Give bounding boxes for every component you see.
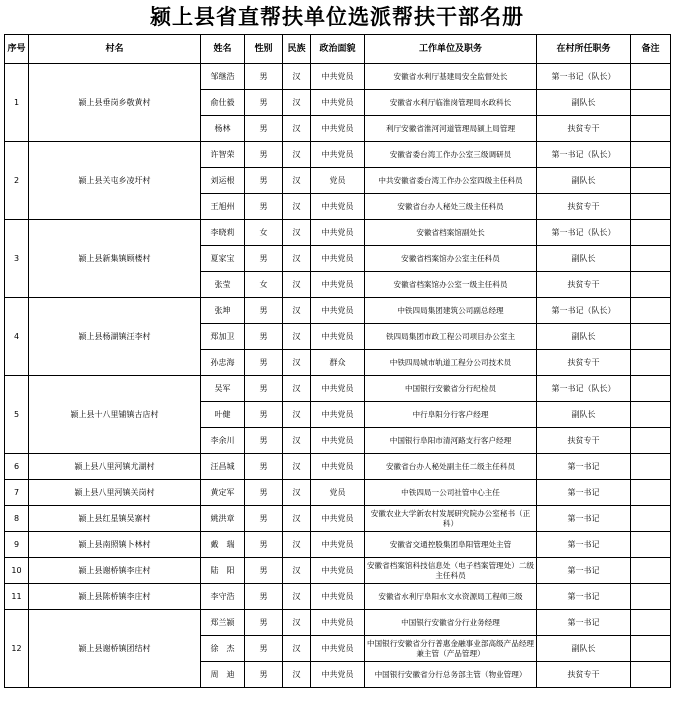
header-cell: 序号 bbox=[5, 35, 29, 64]
unit-cell: 安徽省档案馆科技信息处（电子档案管理处）二级主任科员 bbox=[365, 558, 537, 584]
ethnic-cell: 汉 bbox=[283, 298, 311, 324]
note-cell bbox=[631, 662, 671, 688]
row-number-cell: 1 bbox=[5, 64, 29, 142]
header-cell: 在村所任职务 bbox=[537, 35, 631, 64]
unit-cell: 利厅安徽省淮河河道管理局颍上局管理 bbox=[365, 116, 537, 142]
ethnic-cell: 汉 bbox=[283, 584, 311, 610]
gender-cell: 男 bbox=[245, 168, 283, 194]
gender-cell: 男 bbox=[245, 480, 283, 506]
note-cell bbox=[631, 376, 671, 402]
note-cell bbox=[631, 454, 671, 480]
political-cell: 中共党员 bbox=[311, 142, 365, 168]
political-cell: 中共党员 bbox=[311, 558, 365, 584]
name-cell: 陆 阳 bbox=[201, 558, 245, 584]
name-cell: 戴 瑞 bbox=[201, 532, 245, 558]
unit-cell: 安徽省档案馆办公室一级主任科员 bbox=[365, 272, 537, 298]
cadre-table bbox=[4, 34, 671, 688]
ethnic-cell: 汉 bbox=[283, 506, 311, 532]
unit-cell: 铁四局集团市政工程公司项目办公室主 bbox=[365, 324, 537, 350]
ethnic-cell: 汉 bbox=[283, 350, 311, 376]
row-number-cell: 8 bbox=[5, 506, 29, 532]
note-cell bbox=[631, 116, 671, 142]
gender-cell: 男 bbox=[245, 194, 283, 220]
ethnic-cell: 汉 bbox=[283, 246, 311, 272]
post-cell: 扶贫专干 bbox=[537, 662, 631, 688]
ethnic-cell: 汉 bbox=[283, 428, 311, 454]
note-cell bbox=[631, 636, 671, 662]
name-cell: 夏家宝 bbox=[201, 246, 245, 272]
ethnic-cell: 汉 bbox=[283, 636, 311, 662]
name-cell: 叶健 bbox=[201, 402, 245, 428]
unit-cell: 安徽省档案馆副处长 bbox=[365, 220, 537, 246]
post-cell: 第一书记 bbox=[537, 584, 631, 610]
village-cell: 颍上县红星镇吴寨村 bbox=[29, 506, 201, 532]
political-cell: 中共党员 bbox=[311, 64, 365, 90]
note-cell bbox=[631, 90, 671, 116]
political-cell: 中共党员 bbox=[311, 194, 365, 220]
political-cell: 中共党员 bbox=[311, 272, 365, 298]
note-cell bbox=[631, 246, 671, 272]
ethnic-cell: 汉 bbox=[283, 480, 311, 506]
unit-cell: 安徽省委台湾工作办公室三级调研员 bbox=[365, 142, 537, 168]
post-cell: 扶贫专干 bbox=[537, 350, 631, 376]
post-cell: 第一书记（队长） bbox=[537, 142, 631, 168]
gender-cell: 男 bbox=[245, 324, 283, 350]
ethnic-cell: 汉 bbox=[283, 116, 311, 142]
unit-cell: 安徽省交通控股集团阜阳管理处主管 bbox=[365, 532, 537, 558]
village-cell: 颍上县十八里铺镇古店村 bbox=[29, 376, 201, 454]
village-cell: 颍上县关屯乡凌圩村 bbox=[29, 142, 201, 220]
note-cell bbox=[631, 168, 671, 194]
political-cell: 中共党员 bbox=[311, 376, 365, 402]
table-row bbox=[5, 558, 671, 584]
post-cell: 副队长 bbox=[537, 246, 631, 272]
table-row bbox=[5, 532, 671, 558]
unit-cell: 安徽省档案馆办公室主任科员 bbox=[365, 246, 537, 272]
name-cell: 李守浩 bbox=[201, 584, 245, 610]
table-row bbox=[5, 506, 671, 532]
row-number-cell: 3 bbox=[5, 220, 29, 298]
post-cell: 副队长 bbox=[537, 402, 631, 428]
post-cell: 副队长 bbox=[537, 636, 631, 662]
note-cell bbox=[631, 272, 671, 298]
note-cell bbox=[631, 532, 671, 558]
table-row bbox=[5, 142, 671, 168]
ethnic-cell: 汉 bbox=[283, 532, 311, 558]
post-cell: 第一书记（队长） bbox=[537, 298, 631, 324]
ethnic-cell: 汉 bbox=[283, 402, 311, 428]
gender-cell: 男 bbox=[245, 142, 283, 168]
political-cell: 中共党员 bbox=[311, 246, 365, 272]
political-cell: 党员 bbox=[311, 480, 365, 506]
ethnic-cell: 汉 bbox=[283, 90, 311, 116]
header-cell: 姓名 bbox=[201, 35, 245, 64]
header-cell: 性别 bbox=[245, 35, 283, 64]
village-cell: 颍上县八里河镇关岗村 bbox=[29, 480, 201, 506]
village-cell: 颍上县八里河镇尤湖村 bbox=[29, 454, 201, 480]
political-cell: 党员 bbox=[311, 168, 365, 194]
village-cell: 颍上县谢桥镇团结村 bbox=[29, 610, 201, 688]
unit-cell: 安徽省水利厅基建局安全监督处长 bbox=[365, 64, 537, 90]
ethnic-cell: 汉 bbox=[283, 64, 311, 90]
gender-cell: 男 bbox=[245, 506, 283, 532]
post-cell: 扶贫专干 bbox=[537, 116, 631, 142]
name-cell: 郑兰颍 bbox=[201, 610, 245, 636]
note-cell bbox=[631, 220, 671, 246]
post-cell: 副队长 bbox=[537, 90, 631, 116]
village-cell: 颍上县陈桥镇李庄村 bbox=[29, 584, 201, 610]
ethnic-cell: 汉 bbox=[283, 220, 311, 246]
gender-cell: 男 bbox=[245, 298, 283, 324]
row-number-cell: 5 bbox=[5, 376, 29, 454]
row-number-cell: 9 bbox=[5, 532, 29, 558]
unit-cell: 安徽省水利厅临淮岗管理局水政科长 bbox=[365, 90, 537, 116]
row-number-cell: 11 bbox=[5, 584, 29, 610]
unit-cell: 中国银行安徽省分行总务部主管（物业管理） bbox=[365, 662, 537, 688]
ethnic-cell: 汉 bbox=[283, 558, 311, 584]
political-cell: 中共党员 bbox=[311, 662, 365, 688]
table-row bbox=[5, 610, 671, 636]
unit-cell: 中国银行安徽省分行纪检员 bbox=[365, 376, 537, 402]
political-cell: 群众 bbox=[311, 350, 365, 376]
ethnic-cell: 汉 bbox=[283, 454, 311, 480]
gender-cell: 男 bbox=[245, 584, 283, 610]
header-row bbox=[5, 35, 671, 64]
gender-cell: 男 bbox=[245, 246, 283, 272]
ethnic-cell: 汉 bbox=[283, 610, 311, 636]
unit-cell: 中铁四局一公司社管中心主任 bbox=[365, 480, 537, 506]
post-cell: 第一书记 bbox=[537, 454, 631, 480]
unit-cell: 安徽省台办人秘处三级主任科员 bbox=[365, 194, 537, 220]
village-cell: 颍上县谢桥镇李庄村 bbox=[29, 558, 201, 584]
political-cell: 中共党员 bbox=[311, 454, 365, 480]
gender-cell: 男 bbox=[245, 662, 283, 688]
name-cell: 郑加卫 bbox=[201, 324, 245, 350]
gender-cell: 男 bbox=[245, 116, 283, 142]
political-cell: 中共党员 bbox=[311, 636, 365, 662]
table-row bbox=[5, 220, 671, 246]
name-cell: 刘运根 bbox=[201, 168, 245, 194]
note-cell bbox=[631, 584, 671, 610]
table-row bbox=[5, 298, 671, 324]
unit-cell: 中国银行阜阳市清河路支行客户经理 bbox=[365, 428, 537, 454]
name-cell: 张莹 bbox=[201, 272, 245, 298]
gender-cell: 男 bbox=[245, 454, 283, 480]
gender-cell: 男 bbox=[245, 558, 283, 584]
gender-cell: 男 bbox=[245, 376, 283, 402]
note-cell bbox=[631, 558, 671, 584]
name-cell: 张坤 bbox=[201, 298, 245, 324]
ethnic-cell: 汉 bbox=[283, 142, 311, 168]
post-cell: 第一书记（队长） bbox=[537, 64, 631, 90]
village-cell: 颍上县杨湖镇汪李村 bbox=[29, 298, 201, 376]
gender-cell: 男 bbox=[245, 64, 283, 90]
unit-cell: 中铁四局城市轨道工程分公司技术员 bbox=[365, 350, 537, 376]
header-cell: 村名 bbox=[29, 35, 201, 64]
note-cell bbox=[631, 480, 671, 506]
name-cell: 黄定军 bbox=[201, 480, 245, 506]
page-title: 颍上县省直帮扶单位选派帮扶干部名册 bbox=[150, 5, 524, 29]
political-cell: 中共党员 bbox=[311, 402, 365, 428]
unit-cell: 安徽省水利厅阜阳水文水资源局工程师三级 bbox=[365, 584, 537, 610]
unit-cell: 中铁四局集团建筑公司副总经理 bbox=[365, 298, 537, 324]
unit-cell: 安徽省台办人秘处副主任二级主任科员 bbox=[365, 454, 537, 480]
post-cell: 第一书记（队长） bbox=[537, 376, 631, 402]
header-cell: 民族 bbox=[283, 35, 311, 64]
post-cell: 第一书记（队长） bbox=[537, 220, 631, 246]
note-cell bbox=[631, 428, 671, 454]
ethnic-cell: 汉 bbox=[283, 324, 311, 350]
political-cell: 中共党员 bbox=[311, 90, 365, 116]
name-cell: 姚洪章 bbox=[201, 506, 245, 532]
post-cell: 扶贫专干 bbox=[537, 428, 631, 454]
note-cell bbox=[631, 64, 671, 90]
table-body bbox=[5, 64, 671, 688]
table-row bbox=[5, 480, 671, 506]
post-cell: 第一书记 bbox=[537, 610, 631, 636]
note-cell bbox=[631, 324, 671, 350]
name-cell: 李晓莉 bbox=[201, 220, 245, 246]
name-cell: 徐 杰 bbox=[201, 636, 245, 662]
post-cell: 第一书记 bbox=[537, 480, 631, 506]
unit-cell: 安徽农业大学新农村发展研究院办公室秘书（正科） bbox=[365, 506, 537, 532]
post-cell: 第一书记 bbox=[537, 558, 631, 584]
ethnic-cell: 汉 bbox=[283, 194, 311, 220]
post-cell: 第一书记 bbox=[537, 532, 631, 558]
ethnic-cell: 汉 bbox=[283, 272, 311, 298]
name-cell: 孙忠海 bbox=[201, 350, 245, 376]
name-cell: 吴军 bbox=[201, 376, 245, 402]
post-cell: 副队长 bbox=[537, 324, 631, 350]
unit-cell: 中行阜阳分行客户经理 bbox=[365, 402, 537, 428]
note-cell bbox=[631, 298, 671, 324]
political-cell: 中共党员 bbox=[311, 220, 365, 246]
village-cell: 颍上县新集镇顾楼村 bbox=[29, 220, 201, 298]
header-cell: 工作单位及职务 bbox=[365, 35, 537, 64]
note-cell bbox=[631, 506, 671, 532]
political-cell: 中共党员 bbox=[311, 116, 365, 142]
name-cell: 邹继浩 bbox=[201, 64, 245, 90]
political-cell: 中共党员 bbox=[311, 506, 365, 532]
table-row bbox=[5, 454, 671, 480]
gender-cell: 男 bbox=[245, 636, 283, 662]
gender-cell: 男 bbox=[245, 532, 283, 558]
political-cell: 中共党员 bbox=[311, 428, 365, 454]
unit-cell: 中共安徽省委台湾工作办公室四级主任科员 bbox=[365, 168, 537, 194]
gender-cell: 女 bbox=[245, 220, 283, 246]
post-cell: 第一书记 bbox=[537, 506, 631, 532]
table-row bbox=[5, 584, 671, 610]
post-cell: 扶贫专干 bbox=[537, 272, 631, 298]
table-row bbox=[5, 376, 671, 402]
row-number-cell: 12 bbox=[5, 610, 29, 688]
gender-cell: 男 bbox=[245, 428, 283, 454]
note-cell bbox=[631, 610, 671, 636]
note-cell bbox=[631, 350, 671, 376]
political-cell: 中共党员 bbox=[311, 610, 365, 636]
gender-cell: 男 bbox=[245, 610, 283, 636]
row-number-cell: 6 bbox=[5, 454, 29, 480]
post-cell: 扶贫专干 bbox=[537, 194, 631, 220]
name-cell: 汪昌城 bbox=[201, 454, 245, 480]
gender-cell: 女 bbox=[245, 272, 283, 298]
village-cell: 颍上县垂岗乡敬黄村 bbox=[29, 64, 201, 142]
table-row bbox=[5, 64, 671, 90]
row-number-cell: 2 bbox=[5, 142, 29, 220]
name-cell: 俞仕毅 bbox=[201, 90, 245, 116]
name-cell: 王旭州 bbox=[201, 194, 245, 220]
name-cell: 李余川 bbox=[201, 428, 245, 454]
note-cell bbox=[631, 142, 671, 168]
unit-cell: 中国银行安徽省分行普惠金融事业部高级产品经理兼主管（产品管理） bbox=[365, 636, 537, 662]
header-cell: 政治面貌 bbox=[311, 35, 365, 64]
note-cell bbox=[631, 194, 671, 220]
row-number-cell: 7 bbox=[5, 480, 29, 506]
political-cell: 中共党员 bbox=[311, 532, 365, 558]
row-number-cell: 10 bbox=[5, 558, 29, 584]
ethnic-cell: 汉 bbox=[283, 376, 311, 402]
political-cell: 中共党员 bbox=[311, 584, 365, 610]
note-cell bbox=[631, 402, 671, 428]
row-number-cell: 4 bbox=[5, 298, 29, 376]
name-cell: 杨林 bbox=[201, 116, 245, 142]
political-cell: 中共党员 bbox=[311, 324, 365, 350]
unit-cell: 中国银行安徽省分行业务经理 bbox=[365, 610, 537, 636]
name-cell: 许智荣 bbox=[201, 142, 245, 168]
name-cell: 周 迪 bbox=[201, 662, 245, 688]
post-cell: 副队长 bbox=[537, 168, 631, 194]
gender-cell: 男 bbox=[245, 90, 283, 116]
ethnic-cell: 汉 bbox=[283, 662, 311, 688]
gender-cell: 男 bbox=[245, 350, 283, 376]
ethnic-cell: 汉 bbox=[283, 168, 311, 194]
village-cell: 颍上县南照镇卜林村 bbox=[29, 532, 201, 558]
header-cell: 备注 bbox=[631, 35, 671, 64]
gender-cell: 男 bbox=[245, 402, 283, 428]
political-cell: 中共党员 bbox=[311, 298, 365, 324]
